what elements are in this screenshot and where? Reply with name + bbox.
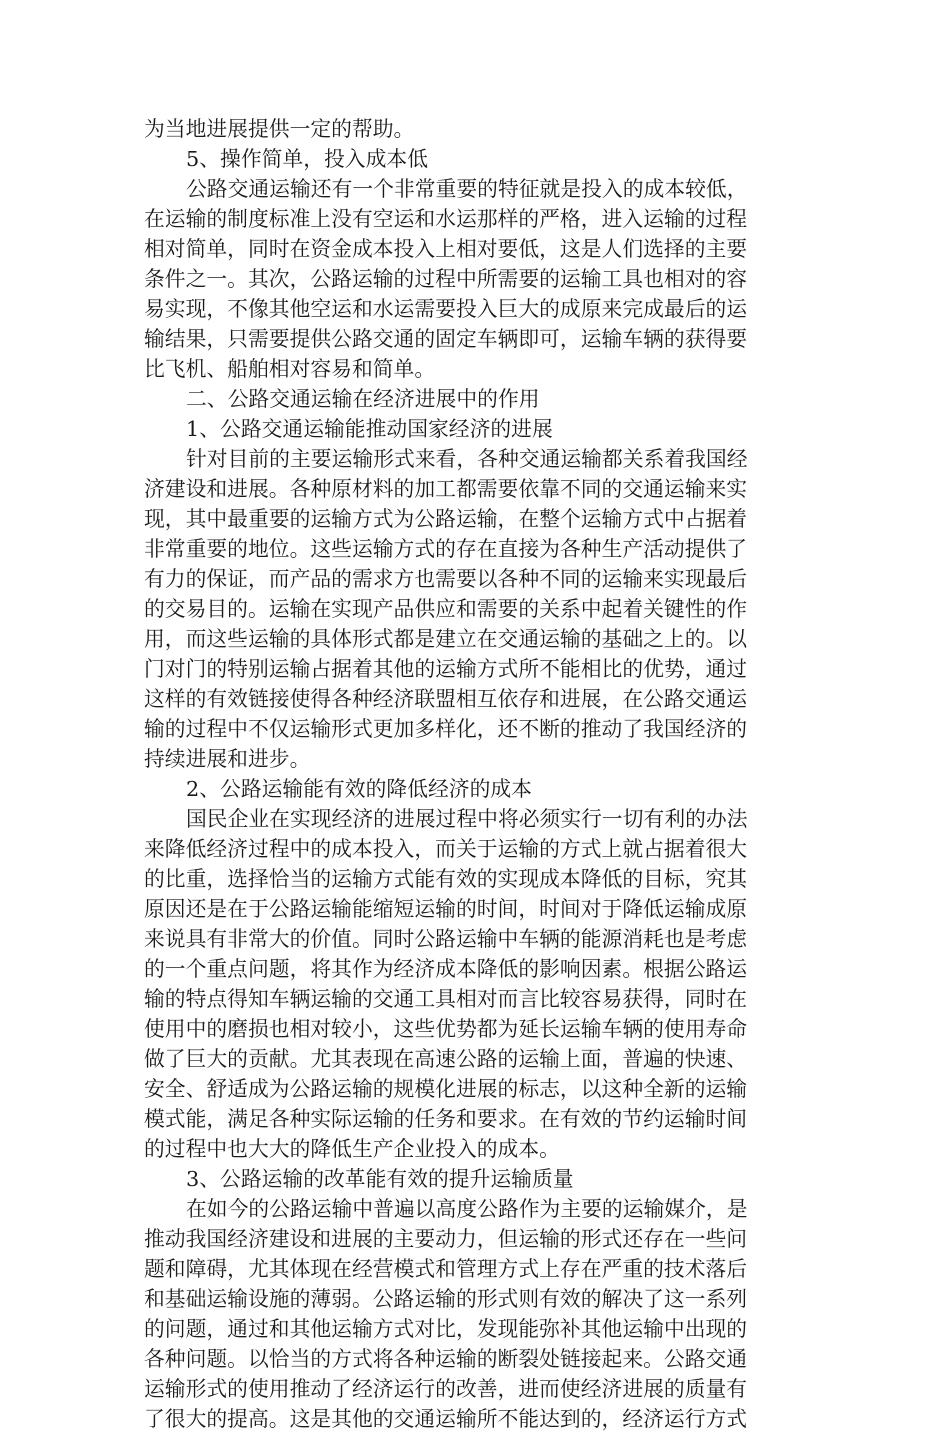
text-line: 二、公路交通运输在经济进展中的作用 [186,387,540,411]
text-line: 公路交通运输还有一个非常重要的特征就是投入的成本较低， [186,177,748,201]
text-line: 安全、舒适成为公路运输的规模化进展的标志，以这种全新的运输 [144,1077,748,1101]
text-line: 5、操作简单，投入成本低 [186,147,428,171]
text-line: 3、公路运输的改革能有效的提升运输质量 [186,1167,574,1191]
text-line: 来说具有非常大的价值。同时公路运输中车辆的能源消耗也是考虑 [144,927,748,951]
text-line: 在运输的制度标准上没有空运和水运那样的严格，进入运输的过程 [144,207,748,231]
text-line: 的比重，选择恰当的运输方式能有效的实现成本降低的目标，究其 [144,867,748,891]
text-line: 使用中的磨损也相对较小，这些优势都为延长运输车辆的使用寿命 [144,1017,748,1041]
text-line: 济建设和进展。各种原材料的加工都需要依靠不同的交通运输来实 [144,477,748,501]
text-line: 用，而这些运输的具体形式都是建立在交通运输的基础之上的。以 [144,627,748,651]
text-line: 持续进展和进步。 [144,747,311,771]
text-line: 针对目前的主要运输形式来看，各种交通运输都关系着我国经 [186,447,748,471]
text-line: 1、公路交通运输能推动国家经济的进展 [186,417,553,441]
text-line: 了很大的提高。这是其他的交通运输所不能达到的，经济运行方式 [144,1407,748,1431]
text-line: 现，其中最重要的运输方式为公路运输，在整个运输方式中占据着 [144,507,748,531]
text-line: 题和障碍，尤其体现在经营模式和管理方式上存在严重的技术落后 [144,1257,748,1281]
text-line: 来降低经济过程中的成本投入，而关于运输的方式上就占据着很大 [144,837,748,861]
text-line: 输的过程中不仅运输形式更加多样化，还不断的推动了我国经济的 [144,717,748,741]
text-line: 的交易目的。运输在实现产品供应和需要的关系中起着关键性的作 [144,597,748,621]
text-line: 和基础运输设施的薄弱。公路运输的形式则有效的解决了这一系列 [144,1287,748,1311]
text-line: 做了巨大的贡献。尤其表现在高速公路的运输上面，普遍的快速、 [144,1047,748,1071]
text-line: 非常重要的地位。这些运输方式的存在直接为各种生产活动提供了 [144,537,748,561]
text-line: 各种问题。以恰当的方式将各种运输的断裂处链接起来。公路交通 [144,1347,748,1371]
text-line: 门对门的特别运输占据着其他的运输方式所不能相比的优势，通过 [144,657,748,681]
text-line: 的问题，通过和其他运输方式对比，发现能弥补其他运输中出现的 [144,1317,748,1341]
text-line: 推动我国经济建设和进展的主要动力，但运输的形式还存在一些问 [144,1227,748,1251]
text-line: 条件之一。其次，公路运输的过程中所需要的运输工具也相对的容 [144,267,748,291]
text-line: 模式能，满足各种实际运输的任务和要求。在有效的节约运输时间 [144,1107,748,1131]
text-line: 为当地进展提供一定的帮助。 [144,117,415,141]
text-line: 输结果，只需要提供公路交通的固定车辆即可，运输车辆的获得要 [144,327,748,351]
text-line: 比飞机、船舶相对容易和简单。 [144,357,436,381]
text-line: 的一个重点问题，将其作为经济成本降低的影响因素。根据公路运 [144,957,748,981]
text-line: 国民企业在实现经济的进展过程中将必须实行一切有利的办法 [186,807,748,831]
text-line: 在如今的公路运输中普遍以高度公路作为主要的运输媒介，是 [186,1197,748,1221]
text-line: 原因还是在于公路运输能缩短运输的时间，时间对于降低运输成原 [144,897,748,921]
text-line: 的过程中也大大的降低生产企业投入的成本。 [144,1137,560,1161]
text-line: 易实现，不像其他空运和水运需要投入巨大的成原来完成最后的运 [144,297,748,321]
text-line: 输的特点得知车辆运输的交通工具相对而言比较容易获得，同时在 [144,987,748,1011]
text-line: 运输形式的使用推动了经济运行的改善，进而使经济进展的质量有 [144,1377,748,1401]
document-page [144,114,796,1434]
text-line: 相对简单，同时在资金成本投入上相对要低，这是人们选择的主要 [144,237,748,261]
text-line: 2、公路运输能有效的降低经济的成本 [186,777,532,801]
text-line: 有力的保证，而产品的需求方也需要以各种不同的运输来实现最后 [144,567,748,591]
text-line: 这样的有效链接使得各种经济联盟相互依存和进展，在公路交通运 [144,687,748,711]
